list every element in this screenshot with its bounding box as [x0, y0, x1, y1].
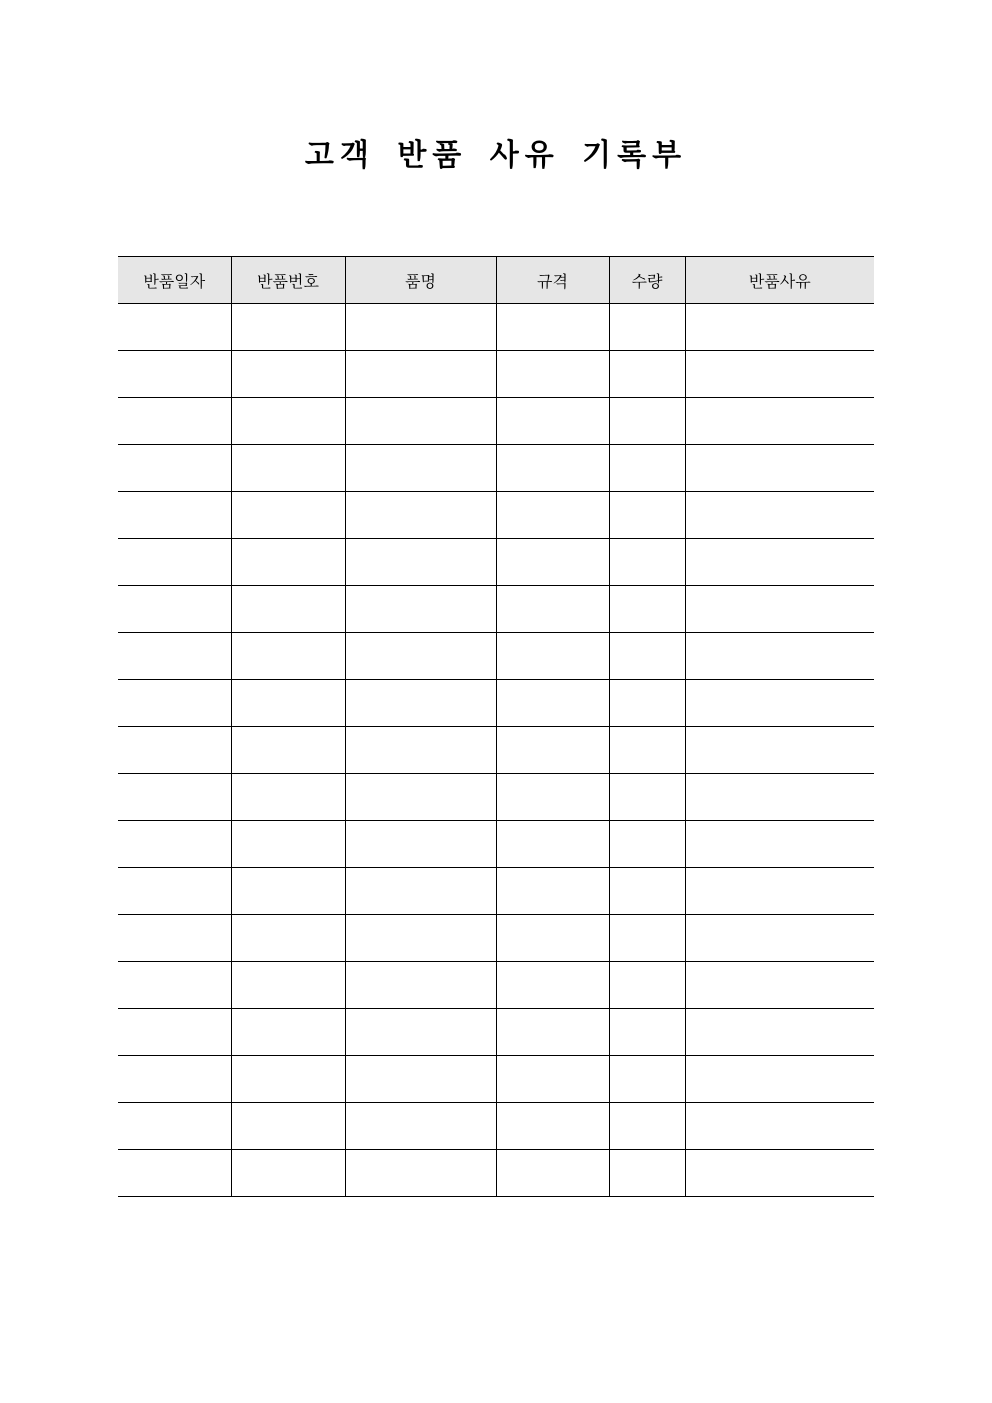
table-header-row [118, 257, 874, 304]
specification-cell[interactable] [496, 1009, 609, 1056]
return-reason-cell[interactable] [685, 868, 874, 915]
table-row [118, 1150, 874, 1197]
quantity-cell[interactable] [609, 633, 685, 680]
return-reason-cell[interactable] [685, 398, 874, 445]
item-name-cell[interactable] [345, 1103, 496, 1150]
return-date-cell[interactable] [118, 1150, 231, 1197]
return-reason-cell[interactable] [685, 1103, 874, 1150]
return-date-cell[interactable] [118, 492, 231, 539]
item-name-cell[interactable] [345, 774, 496, 821]
return-date-cell[interactable] [118, 304, 231, 351]
return-date-cell[interactable] [118, 398, 231, 445]
quantity-cell[interactable] [609, 539, 685, 586]
table-row [118, 492, 874, 539]
return-reason-cell[interactable] [685, 727, 874, 774]
return-number-cell[interactable] [231, 351, 345, 398]
specification-cell[interactable] [496, 962, 609, 1009]
item-name-cell[interactable] [345, 586, 496, 633]
item-name-cell[interactable] [345, 445, 496, 492]
return-number-cell[interactable] [231, 633, 345, 680]
return-reason-cell[interactable] [685, 633, 874, 680]
page-title: 고객 반품 사유 기록부 [304, 138, 688, 173]
return-number-cell[interactable] [231, 915, 345, 962]
return-date-cell[interactable] [118, 821, 231, 868]
return-number-cell[interactable] [231, 821, 345, 868]
quantity-cell[interactable] [609, 727, 685, 774]
table-row [118, 398, 874, 445]
return-number-cell[interactable] [231, 492, 345, 539]
item-name-cell[interactable] [345, 962, 496, 1009]
return-record-table [118, 256, 874, 1197]
table-row [118, 1056, 874, 1103]
return-reason-cell[interactable] [685, 1009, 874, 1056]
quantity-cell[interactable] [609, 398, 685, 445]
specification-cell[interactable] [496, 445, 609, 492]
table-row [118, 1103, 874, 1150]
item-name-cell[interactable] [345, 727, 496, 774]
specification-cell[interactable] [496, 680, 609, 727]
table-row [118, 868, 874, 915]
return-date-cell[interactable] [118, 915, 231, 962]
return-number-cell[interactable] [231, 1150, 345, 1197]
return-date-cell[interactable] [118, 1056, 231, 1103]
return-reason-cell[interactable] [685, 351, 874, 398]
return-reason-cell[interactable] [685, 492, 874, 539]
specification-cell[interactable] [496, 915, 609, 962]
table-row [118, 680, 874, 727]
table-row [118, 586, 874, 633]
item-name-cell[interactable] [345, 539, 496, 586]
quantity-cell[interactable] [609, 774, 685, 821]
table-row [118, 774, 874, 821]
item-name-cell[interactable] [345, 1056, 496, 1103]
specification-cell[interactable] [496, 1150, 609, 1197]
specification-cell[interactable] [496, 539, 609, 586]
item-name-cell[interactable] [345, 821, 496, 868]
quantity-cell[interactable] [609, 304, 685, 351]
return-reason-cell[interactable] [685, 586, 874, 633]
table-row [118, 351, 874, 398]
return-reason-cell[interactable] [685, 304, 874, 351]
return-reason-cell[interactable] [685, 774, 874, 821]
item-name-cell[interactable] [345, 633, 496, 680]
return-date-cell[interactable] [118, 445, 231, 492]
item-name-cell[interactable] [345, 304, 496, 351]
item-name-cell[interactable] [345, 868, 496, 915]
quantity-cell[interactable] [609, 351, 685, 398]
quantity-cell[interactable] [609, 1009, 685, 1056]
return-number-cell[interactable] [231, 727, 345, 774]
quantity-cell[interactable] [609, 962, 685, 1009]
quantity-cell[interactable] [609, 915, 685, 962]
quantity-cell[interactable] [609, 821, 685, 868]
return-number-cell[interactable] [231, 962, 345, 1009]
return-date-cell[interactable] [118, 868, 231, 915]
table-row [118, 304, 874, 351]
return-number-cell[interactable] [231, 680, 345, 727]
return-number-cell[interactable] [231, 1056, 345, 1103]
table-row [118, 1009, 874, 1056]
item-name-cell[interactable] [345, 915, 496, 962]
return-date-cell[interactable] [118, 727, 231, 774]
column-header-specification: 규격 [496, 257, 609, 304]
column-header-item-name: 품명 [345, 257, 496, 304]
return-number-cell[interactable] [231, 586, 345, 633]
specification-cell[interactable] [496, 304, 609, 351]
specification-cell[interactable] [496, 774, 609, 821]
item-name-cell[interactable] [345, 398, 496, 445]
table-row [118, 633, 874, 680]
return-date-cell[interactable] [118, 1009, 231, 1056]
table-row [118, 915, 874, 962]
specification-cell[interactable] [496, 727, 609, 774]
specification-cell[interactable] [496, 821, 609, 868]
return-reason-cell[interactable] [685, 539, 874, 586]
return-number-cell[interactable] [231, 539, 345, 586]
table-row [118, 962, 874, 1009]
table-row [118, 539, 874, 586]
specification-cell[interactable] [496, 1056, 609, 1103]
specification-cell[interactable] [496, 1103, 609, 1150]
return-date-cell[interactable] [118, 962, 231, 1009]
item-name-cell[interactable] [345, 492, 496, 539]
item-name-cell[interactable] [345, 351, 496, 398]
return-date-cell[interactable] [118, 633, 231, 680]
return-date-cell[interactable] [118, 1103, 231, 1150]
table-row [118, 727, 874, 774]
quantity-cell[interactable] [609, 1150, 685, 1197]
quantity-cell[interactable] [609, 1056, 685, 1103]
return-number-cell[interactable] [231, 868, 345, 915]
return-reason-cell[interactable] [685, 821, 874, 868]
return-date-cell[interactable] [118, 774, 231, 821]
quantity-cell[interactable] [609, 445, 685, 492]
column-header-return-number: 반품번호 [231, 257, 345, 304]
return-number-cell[interactable] [231, 445, 345, 492]
return-date-cell[interactable] [118, 539, 231, 586]
return-reason-cell[interactable] [685, 962, 874, 1009]
table-body [118, 304, 874, 1197]
return-number-cell[interactable] [231, 1103, 345, 1150]
quantity-cell[interactable] [609, 868, 685, 915]
return-reason-cell[interactable] [685, 1056, 874, 1103]
return-reason-cell[interactable] [685, 680, 874, 727]
return-reason-cell[interactable] [685, 445, 874, 492]
return-date-cell[interactable] [118, 586, 231, 633]
table-row [118, 445, 874, 492]
item-name-cell[interactable] [345, 1009, 496, 1056]
specification-cell[interactable] [496, 398, 609, 445]
specification-cell[interactable] [496, 586, 609, 633]
table-row [118, 821, 874, 868]
return-date-cell[interactable] [118, 680, 231, 727]
return-number-cell[interactable] [231, 304, 345, 351]
quantity-cell[interactable] [609, 680, 685, 727]
item-name-cell[interactable] [345, 680, 496, 727]
quantity-cell[interactable] [609, 1103, 685, 1150]
return-number-cell[interactable] [231, 398, 345, 445]
specification-cell[interactable] [496, 868, 609, 915]
specification-cell[interactable] [496, 492, 609, 539]
column-header-quantity: 수량 [609, 257, 685, 304]
return-date-cell[interactable] [118, 351, 231, 398]
column-header-return-reason: 반품사유 [685, 257, 874, 304]
quantity-cell[interactable] [609, 586, 685, 633]
specification-cell[interactable] [496, 633, 609, 680]
item-name-cell[interactable] [345, 1150, 496, 1197]
specification-cell[interactable] [496, 351, 609, 398]
return-number-cell[interactable] [231, 1009, 345, 1056]
return-number-cell[interactable] [231, 774, 345, 821]
return-reason-cell[interactable] [685, 915, 874, 962]
return-reason-cell[interactable] [685, 1150, 874, 1197]
quantity-cell[interactable] [609, 492, 685, 539]
column-header-return-date: 반품일자 [118, 257, 231, 304]
